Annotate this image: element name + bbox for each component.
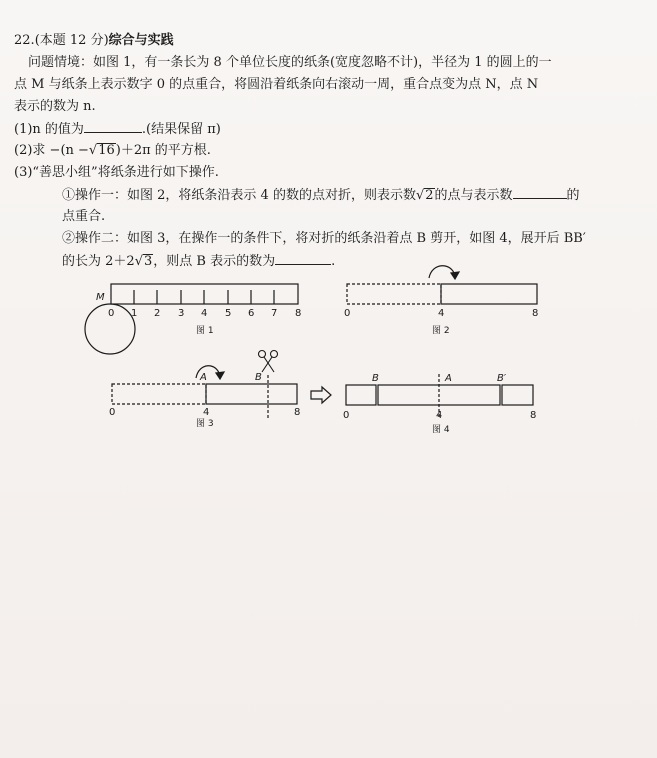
fig3-caption: 图 3 <box>196 419 214 429</box>
fig3-labels <box>109 372 300 429</box>
part-3-intro: (3)“善思小组”将纸条进行如下操作. <box>14 165 219 180</box>
figure-1 <box>85 284 298 354</box>
context-line-2: 点 M 与纸条上表示数字 0 的点重合，将圆沿着纸条向右滚动一周，重合点变为点 N，点 N <box>14 77 539 92</box>
op1-radicand: 2 <box>425 188 434 203</box>
fig3-point-a: A <box>200 372 207 383</box>
fig4-point-a: A <box>445 373 452 384</box>
fig2-label-8: 8 <box>532 308 539 319</box>
question-section: 综合与实践 <box>108 33 174 48</box>
op1-text-b: 的点与表示数 <box>434 188 513 203</box>
fig3-arrow-head <box>216 372 224 379</box>
op2-text-c: ，则点 B 表示的数为 <box>153 254 276 269</box>
operation-2: ②操作二：如图 3，在操作一的条件下，将对折的纸条沿着点 B 剪开，如图 4，展开后 BB′ <box>62 231 586 246</box>
fig4-label-4: 4 <box>436 410 443 421</box>
transform-arrow-icon <box>311 387 331 403</box>
op2-text-d: . <box>331 254 336 269</box>
fig1-tick-6: 6 <box>248 308 255 319</box>
scissors-icon <box>259 351 278 373</box>
sqrt-sign: √ <box>88 143 98 158</box>
sqrt-sign: √ <box>415 188 425 203</box>
fig4-label-8: 8 <box>530 410 537 421</box>
fig3-label-4: 4 <box>203 407 210 418</box>
part-1-suffix: .(结果保留 π) <box>141 122 221 137</box>
fig1-tick-5: 5 <box>225 308 232 319</box>
fig2-strip <box>441 284 537 304</box>
fig3-label-8: 8 <box>294 407 301 418</box>
fig1-tick-1: 1 <box>131 308 138 319</box>
fig4-piece-right <box>502 385 533 405</box>
fig4-caption: 图 4 <box>432 425 450 435</box>
fig2-label-0: 0 <box>344 308 351 319</box>
sqrt-sign: √ <box>134 254 143 269</box>
fig4-point-b-prime: B′ <box>497 373 507 384</box>
fig4-labels <box>343 373 536 435</box>
fig2-folded-part <box>347 284 441 304</box>
fig1-labels <box>96 292 301 336</box>
fig1-caption: 图 1 <box>196 326 214 336</box>
fig1-point-m: M <box>96 292 105 303</box>
fig1-tick-3: 3 <box>178 308 185 319</box>
context-line-1: 问题情境：如图 1，有一条长为 8 个单位长度的纸条(宽度忽略不计)，半径为 1 的圆上的一 <box>28 55 552 70</box>
op1-text-a: ①操作一：如图 2，将纸条沿表示 4 的数的点对折，则表示数 <box>62 188 416 203</box>
fig3-folded-part <box>112 384 206 404</box>
fig1-tick-4: 4 <box>201 308 208 319</box>
part-2-radicand: 16 <box>98 143 115 158</box>
fig2-caption: 图 2 <box>432 326 450 336</box>
fig1-tick-2: 2 <box>154 308 161 319</box>
fig1-ticks <box>134 290 274 304</box>
question-points: (本题 12 分) <box>34 33 109 48</box>
fig1-tick-8: 8 <box>295 308 302 319</box>
fig1-tick-0: 0 <box>108 308 115 319</box>
fig3-point-b: B <box>255 372 262 383</box>
context-line-3: 表示的数为 n. <box>14 99 96 114</box>
op2-text-b: 的长为 2＋2 <box>62 254 135 269</box>
figure-2 <box>347 266 537 304</box>
part-1-prefix: (1)n 的值为 <box>14 122 84 137</box>
fig1-tick-7: 7 <box>271 308 278 319</box>
fig4-point-b: B <box>372 373 379 384</box>
question-number: 22. <box>14 33 35 48</box>
fig3-label-0: 0 <box>109 407 116 418</box>
fig2-label-4: 4 <box>438 308 445 319</box>
fig2-arrow-head <box>451 272 459 279</box>
part-2-suffix: )＋2π 的平方根. <box>115 143 211 158</box>
part-2-prefix: (2)求 −(n − <box>14 143 89 158</box>
fig4-piece-left <box>346 385 376 405</box>
fig2-labels <box>344 308 538 336</box>
fig3-strip <box>206 384 297 404</box>
op1-text-d: 点重合. <box>62 209 106 224</box>
fig4-label-0: 0 <box>343 410 350 421</box>
fig2-fold-arrow <box>429 266 455 278</box>
op2-radicand: 3 <box>143 254 153 269</box>
op1-text-c: 的 <box>566 188 580 203</box>
